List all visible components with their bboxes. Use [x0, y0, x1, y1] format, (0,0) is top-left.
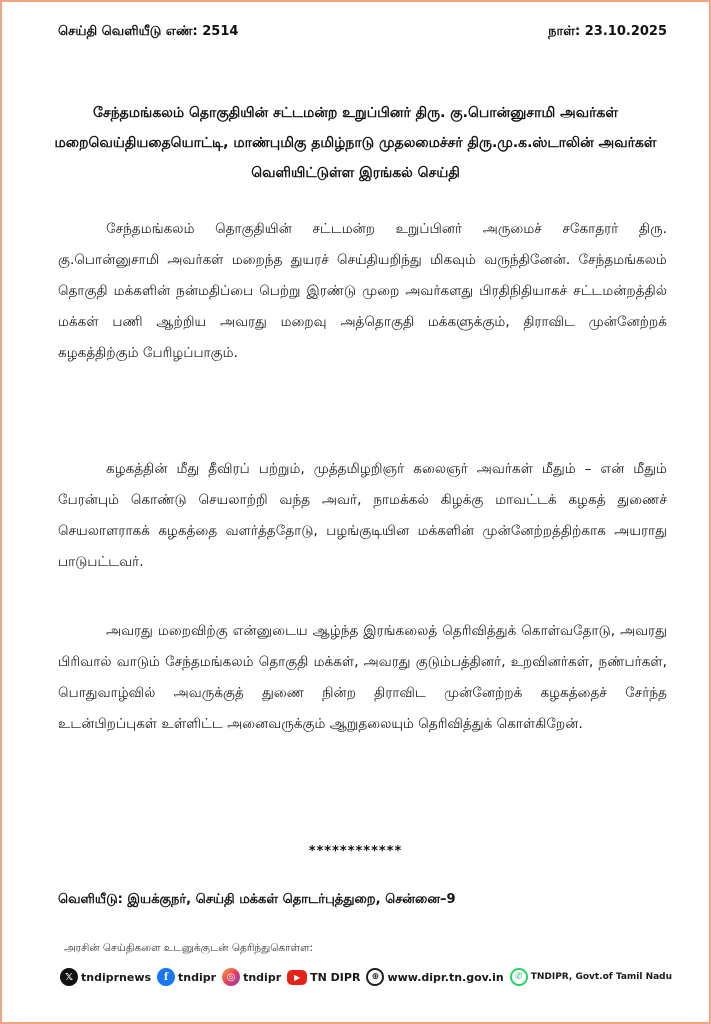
- body-paragraph-1: [58, 214, 667, 369]
- subscribe-text: அரசின் செய்திகளை உடனுக்குடன் தெரிந்துகொள்ள:: [64, 942, 314, 954]
- separator-stars: ************: [308, 844, 403, 859]
- released-by: வெளியீடு: இயக்குநர், செய்தி மக்கள் தொடர்புத்துறை, சென்னை–9: [58, 892, 456, 907]
- whatsapp-handle: TNDIPR, Govt.of Tamil Nadu: [530, 972, 673, 982]
- body-paragraph-3: [58, 616, 667, 740]
- press-release-title: சேந்தமங்கலம் தொகுதியின் சட்டமன்ற உறுப்பினர் திரு. கு.பொன்னுசாமி அவர்கள் மறைவெய்தியதையொட்டி, மாண்புமிகு தமிழ்நாடு முதலமைச்சர் திரு.மு.க.ஸ்டாலின் அவர்கள் வெளியிட்டுள்ள இரங்கல் செய்தி: [54, 105, 657, 181]
- paragraph-text: சேந்தமங்கலம் தொகுதியின் சட்டமன்ற உறுப்பினர் அருமைச் சகோதரர் திரு. கு.பொன்னுசாமி அவர்கள் மறைந்த துயரச் செய்தியறிந்து மிகவும் வருந்தினேன். சேந்தமங்கலம் தொகுதி மக்களின் நன்மதிப்பை பெற்று இரண்டு முறை அவர்களது பிரதிநிதியாகச் சட்டமன்றத்தில் மக்கள் பணி ஆற்றிய அவரது மறைவு அத்தொகுதி மக்களுக்கும், திராவிட முன்னேற்றக் கழகத்திற்கும் பேரிழப்பாகும்.: [58, 221, 667, 361]
- social-instagram[interactable]: [222, 968, 281, 986]
- globe-icon: ⊕: [366, 968, 384, 986]
- youtube-icon: ▶: [287, 970, 307, 985]
- release-date: நாள்: 23.10.2025: [548, 24, 667, 39]
- social-facebook[interactable]: [157, 968, 216, 986]
- release-number: செய்தி வெளியீடு எண்: 2514: [58, 24, 239, 39]
- body-paragraph-2: [58, 454, 667, 578]
- website-url: www.dipr.tn.gov.in: [387, 970, 504, 984]
- social-youtube[interactable]: [287, 970, 360, 985]
- whatsapp-icon: ✆: [510, 968, 528, 986]
- instagram-handle: tndipr: [243, 970, 282, 984]
- facebook-handle: tndipr: [178, 970, 217, 984]
- header-row: [58, 24, 667, 40]
- social-whatsapp[interactable]: [510, 968, 672, 986]
- social-x[interactable]: [60, 968, 151, 986]
- social-website[interactable]: [366, 968, 503, 986]
- youtube-handle: TN DIPR: [310, 970, 361, 984]
- x-icon: 𝕏: [60, 968, 78, 986]
- paragraph-text: கழகத்தின் மீது தீவிரப் பற்றும், முத்தமிழறிஞர் கலைஞர் அவர்கள் மீதும் – என் மீதும் பேரன்பும் கொண்டு செயலாற்றி வந்த அவர், நாமக்கல் கிழக்கு மாவட்டக் கழகத் துணைச் செயலாளராகக் கழகத்தை வளர்த்ததோடு, பழங்குடியின மக்களின் முன்னேற்றத்திற்காக அயராது பாடுபட்டவர்.: [58, 461, 667, 570]
- paragraph-text: அவரது மறைவிற்கு என்னுடைய ஆழ்ந்த இரங்கலைத் தெரிவித்துக் கொள்வதோடு, அவரது பிரிவால் வாடும் சேந்தமங்கலம் தொகுதி மக்கள், அவரது குடும்பத்தினர், உறவினர்கள், நண்பர்கள், பொதுவாழ்வில் அவருக்குத் துணை நின்ற திராவிட முன்னேற்றக் கழகத்தைச் சேர்ந்த உடன்பிறப்புகள் உள்ளிட்ட அனைவருக்கும் ஆறுதலையும் தெரிவித்துக் கொள்கிறேன்.: [58, 623, 667, 732]
- instagram-icon: ◎: [222, 968, 240, 986]
- social-bar: [60, 968, 679, 986]
- x-handle: tndiprnews: [81, 970, 152, 984]
- facebook-icon: f: [157, 968, 175, 986]
